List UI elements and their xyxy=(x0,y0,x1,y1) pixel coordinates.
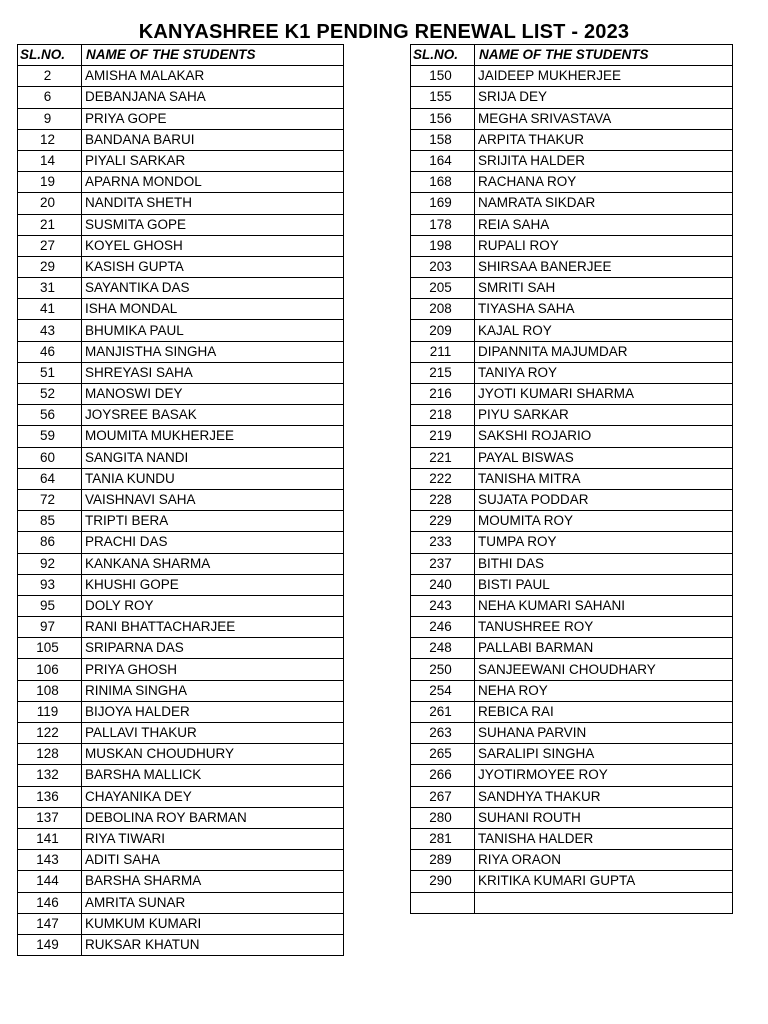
sl-no-cell: 46 xyxy=(18,341,82,362)
sl-no-cell: 216 xyxy=(411,384,475,405)
column-header-name: NAME OF THE STUDENTS xyxy=(475,45,733,66)
table-row xyxy=(18,892,344,913)
sl-no-cell: 243 xyxy=(411,595,475,616)
student-name-cell: TANUSHREE ROY xyxy=(475,617,733,638)
table-body xyxy=(18,66,344,956)
table-row xyxy=(18,511,344,532)
table-row xyxy=(18,193,344,214)
student-name-cell: DEBANJANA SAHA xyxy=(82,87,344,108)
sl-no-cell: 168 xyxy=(411,172,475,193)
student-name-cell: MOUMITA ROY xyxy=(475,511,733,532)
table-row xyxy=(411,108,733,129)
student-name-cell: TANISHA HALDER xyxy=(475,828,733,849)
student-name-cell: RANI BHATTACHARJEE xyxy=(82,617,344,638)
student-name-cell: KUMKUM KUMARI xyxy=(82,913,344,934)
student-name-cell: SANJEEWANI CHOUDHARY xyxy=(475,659,733,680)
student-name-cell: SUHANI ROUTH xyxy=(475,807,733,828)
student-name-cell: DEBOLINA ROY BARMAN xyxy=(82,807,344,828)
table-row xyxy=(411,129,733,150)
table-row xyxy=(18,87,344,108)
sl-no-cell: 229 xyxy=(411,511,475,532)
student-name-cell: SAKSHI ROJARIO xyxy=(475,426,733,447)
table-row xyxy=(18,807,344,828)
student-name-cell: ISHA MONDAL xyxy=(82,299,344,320)
student-name-cell: KAJAL ROY xyxy=(475,320,733,341)
student-name-cell: REIA SAHA xyxy=(475,214,733,235)
sl-no-cell: 20 xyxy=(18,193,82,214)
student-name-cell: MEGHA SRIVASTAVA xyxy=(475,108,733,129)
table-row xyxy=(18,701,344,722)
sl-no-cell: 149 xyxy=(18,934,82,955)
table-row xyxy=(411,362,733,383)
sl-no-cell: 228 xyxy=(411,489,475,510)
sl-no-cell: 267 xyxy=(411,786,475,807)
table-row xyxy=(411,87,733,108)
table-row xyxy=(411,659,733,680)
sl-no-cell: 9 xyxy=(18,108,82,129)
sl-no-cell: 2 xyxy=(18,66,82,87)
table-row xyxy=(18,828,344,849)
student-name-cell: ARPITA THAKUR xyxy=(475,129,733,150)
student-name-cell: BHUMIKA PAUL xyxy=(82,320,344,341)
sl-no-cell: 263 xyxy=(411,723,475,744)
student-name-cell: SHREYASI SAHA xyxy=(82,362,344,383)
table-row xyxy=(18,595,344,616)
table-row xyxy=(18,108,344,129)
sl-no-cell: 41 xyxy=(18,299,82,320)
table-row xyxy=(18,617,344,638)
table-row xyxy=(411,807,733,828)
student-name-cell: PALLABI BARMAN xyxy=(475,638,733,659)
student-name-cell: PIYU SARKAR xyxy=(475,405,733,426)
sl-no-cell: 85 xyxy=(18,511,82,532)
table-row xyxy=(411,193,733,214)
student-name-cell: JOYSREE BASAK xyxy=(82,405,344,426)
sl-no-cell: 59 xyxy=(18,426,82,447)
table-row xyxy=(411,256,733,277)
table-row xyxy=(411,426,733,447)
table-row xyxy=(411,447,733,468)
sl-no-cell: 43 xyxy=(18,320,82,341)
table-row xyxy=(18,447,344,468)
student-name-cell: CHAYANIKA DEY xyxy=(82,786,344,807)
student-name-cell: TANIA KUNDU xyxy=(82,468,344,489)
sl-no-cell: 146 xyxy=(18,892,82,913)
student-name-cell xyxy=(475,892,733,913)
table-row xyxy=(411,172,733,193)
table-row xyxy=(411,489,733,510)
student-name-cell: PRACHI DAS xyxy=(82,532,344,553)
sl-no-cell: 141 xyxy=(18,828,82,849)
table-row xyxy=(411,299,733,320)
table-row xyxy=(18,553,344,574)
student-name-cell: RIYA ORAON xyxy=(475,850,733,871)
table-row xyxy=(18,850,344,871)
student-name-cell: SMRITI SAH xyxy=(475,278,733,299)
student-name-cell: AMRITA SUNAR xyxy=(82,892,344,913)
student-name-cell: SANDHYA THAKUR xyxy=(475,786,733,807)
sl-no-cell: 169 xyxy=(411,193,475,214)
student-name-cell: SRIJITA HALDER xyxy=(475,150,733,171)
student-name-cell: NANDITA SHETH xyxy=(82,193,344,214)
student-name-cell: JAIDEEP MUKHERJEE xyxy=(475,66,733,87)
student-name-cell: APARNA MONDOL xyxy=(82,172,344,193)
table-row xyxy=(411,744,733,765)
sl-no-cell: 12 xyxy=(18,129,82,150)
sl-no-cell: 205 xyxy=(411,278,475,299)
student-name-cell: MUSKAN CHOUDHURY xyxy=(82,744,344,765)
table-row xyxy=(18,256,344,277)
sl-no-cell: 137 xyxy=(18,807,82,828)
student-name-cell: KASISH GUPTA xyxy=(82,256,344,277)
table-row xyxy=(18,320,344,341)
sl-no-cell: 254 xyxy=(411,680,475,701)
sl-no-cell: 178 xyxy=(411,214,475,235)
student-name-cell: KOYEL GHOSH xyxy=(82,235,344,256)
student-name-cell: BARSHA SHARMA xyxy=(82,871,344,892)
sl-no-cell: 208 xyxy=(411,299,475,320)
sl-no-cell xyxy=(411,892,475,913)
table-row xyxy=(411,66,733,87)
sl-no-cell: 86 xyxy=(18,532,82,553)
table-row xyxy=(18,659,344,680)
sl-no-cell: 218 xyxy=(411,405,475,426)
student-name-cell: PRIYA GOPE xyxy=(82,108,344,129)
table-row xyxy=(411,595,733,616)
sl-no-cell: 211 xyxy=(411,341,475,362)
table-row xyxy=(411,723,733,744)
student-name-cell: KHUSHI GOPE xyxy=(82,574,344,595)
student-name-cell: MANJISTHA SINGHA xyxy=(82,341,344,362)
table-row xyxy=(18,913,344,934)
sl-no-cell: 248 xyxy=(411,638,475,659)
table-row xyxy=(411,468,733,489)
sl-no-cell: 237 xyxy=(411,553,475,574)
student-name-cell: JYOTI KUMARI SHARMA xyxy=(475,384,733,405)
sl-no-cell: 51 xyxy=(18,362,82,383)
table-row xyxy=(411,638,733,659)
student-name-cell: REBICA RAI xyxy=(475,701,733,722)
table-row xyxy=(18,638,344,659)
column-header-name: NAME OF THE STUDENTS xyxy=(82,45,344,66)
table-row xyxy=(411,150,733,171)
table-row xyxy=(411,235,733,256)
table-row xyxy=(18,66,344,87)
table-row xyxy=(18,172,344,193)
sl-no-cell: 106 xyxy=(18,659,82,680)
sl-no-cell: 119 xyxy=(18,701,82,722)
student-name-cell: SRIPARNA DAS xyxy=(82,638,344,659)
table-row xyxy=(411,617,733,638)
sl-no-cell: 105 xyxy=(18,638,82,659)
student-name-cell: KANKANA SHARMA xyxy=(82,553,344,574)
sl-no-cell: 95 xyxy=(18,595,82,616)
sl-no-cell: 122 xyxy=(18,723,82,744)
student-name-cell: MOUMITA MUKHERJEE xyxy=(82,426,344,447)
table-row xyxy=(411,574,733,595)
student-name-cell: BITHI DAS xyxy=(475,553,733,574)
sl-no-cell: 215 xyxy=(411,362,475,383)
sl-no-cell: 143 xyxy=(18,850,82,871)
table-row xyxy=(411,214,733,235)
sl-no-cell: 233 xyxy=(411,532,475,553)
sl-no-cell: 6 xyxy=(18,87,82,108)
table-row xyxy=(18,235,344,256)
sl-no-cell: 156 xyxy=(411,108,475,129)
sl-no-cell: 261 xyxy=(411,701,475,722)
table-row xyxy=(18,765,344,786)
student-name-cell: BARSHA MALLICK xyxy=(82,765,344,786)
page-title: KANYASHREE K1 PENDING RENEWAL LIST - 2023 xyxy=(138,21,630,43)
sl-no-cell: 52 xyxy=(18,384,82,405)
table-body xyxy=(411,66,733,914)
student-name-cell: SUHANA PARVIN xyxy=(475,723,733,744)
student-name-cell: SARALIPI SINGHA xyxy=(475,744,733,765)
sl-no-cell: 147 xyxy=(18,913,82,934)
table-row xyxy=(411,828,733,849)
student-name-cell: VAISHNAVI SAHA xyxy=(82,489,344,510)
sl-no-cell: 108 xyxy=(18,680,82,701)
table-row xyxy=(411,850,733,871)
table-row xyxy=(411,532,733,553)
table-row xyxy=(18,532,344,553)
table-row xyxy=(411,341,733,362)
student-name-cell: KRITIKA KUMARI GUPTA xyxy=(475,871,733,892)
sl-no-cell: 64 xyxy=(18,468,82,489)
table-row xyxy=(18,574,344,595)
table-header-row xyxy=(411,45,733,66)
table-row xyxy=(411,786,733,807)
student-name-cell: BISTI PAUL xyxy=(475,574,733,595)
student-name-cell: PIYALI SARKAR xyxy=(82,150,344,171)
column-header-sl-no: SL.NO. xyxy=(18,45,82,66)
sl-no-cell: 155 xyxy=(411,87,475,108)
student-name-cell: RUPALI ROY xyxy=(475,235,733,256)
sl-no-cell: 281 xyxy=(411,828,475,849)
student-name-cell: PAYAL BISWAS xyxy=(475,447,733,468)
student-name-cell: TANISHA MITRA xyxy=(475,468,733,489)
table-row xyxy=(411,405,733,426)
sl-no-cell: 97 xyxy=(18,617,82,638)
table-row xyxy=(18,150,344,171)
table-row xyxy=(18,489,344,510)
sl-no-cell: 222 xyxy=(411,468,475,489)
table-row xyxy=(18,299,344,320)
sl-no-cell: 132 xyxy=(18,765,82,786)
table-row xyxy=(18,341,344,362)
table-row xyxy=(18,723,344,744)
student-name-cell: DOLY ROY xyxy=(82,595,344,616)
sl-no-cell: 60 xyxy=(18,447,82,468)
sl-no-cell: 21 xyxy=(18,214,82,235)
table-row xyxy=(411,892,733,913)
table-row xyxy=(18,384,344,405)
sl-no-cell: 240 xyxy=(411,574,475,595)
table-row xyxy=(18,680,344,701)
table-row xyxy=(18,934,344,955)
sl-no-cell: 219 xyxy=(411,426,475,447)
sl-no-cell: 198 xyxy=(411,235,475,256)
table-row xyxy=(411,320,733,341)
student-name-cell: SRIJA DEY xyxy=(475,87,733,108)
sl-no-cell: 29 xyxy=(18,256,82,277)
student-name-cell: AMISHA MALAKAR xyxy=(82,66,344,87)
student-name-cell: RIYA TIWARI xyxy=(82,828,344,849)
student-name-cell: NAMRATA SIKDAR xyxy=(475,193,733,214)
table-row xyxy=(18,871,344,892)
table-row xyxy=(411,871,733,892)
table-row xyxy=(18,468,344,489)
sl-no-cell: 203 xyxy=(411,256,475,277)
student-name-cell: RACHANA ROY xyxy=(475,172,733,193)
table-row xyxy=(18,426,344,447)
student-name-cell: ADITI SAHA xyxy=(82,850,344,871)
student-name-cell: SANGITA NANDI xyxy=(82,447,344,468)
sl-no-cell: 265 xyxy=(411,744,475,765)
student-name-cell: PALLAVI THAKUR xyxy=(82,723,344,744)
sl-no-cell: 93 xyxy=(18,574,82,595)
student-name-cell: BANDANA BARUI xyxy=(82,129,344,150)
sl-no-cell: 209 xyxy=(411,320,475,341)
sl-no-cell: 150 xyxy=(411,66,475,87)
sl-no-cell: 158 xyxy=(411,129,475,150)
sl-no-cell: 31 xyxy=(18,278,82,299)
table-row xyxy=(411,701,733,722)
student-name-cell: BIJOYA HALDER xyxy=(82,701,344,722)
table-row xyxy=(411,384,733,405)
table-row xyxy=(411,553,733,574)
student-name-cell: RINIMA SINGHA xyxy=(82,680,344,701)
student-name-cell: TIYASHA SAHA xyxy=(475,299,733,320)
table-row xyxy=(411,511,733,532)
student-name-cell: TUMPA ROY xyxy=(475,532,733,553)
sl-no-cell: 128 xyxy=(18,744,82,765)
sl-no-cell: 136 xyxy=(18,786,82,807)
sl-no-cell: 72 xyxy=(18,489,82,510)
student-name-cell: TANIYA ROY xyxy=(475,362,733,383)
table-row xyxy=(411,765,733,786)
table-row xyxy=(18,278,344,299)
sl-no-cell: 92 xyxy=(18,553,82,574)
sl-no-cell: 221 xyxy=(411,447,475,468)
column-header-sl-no: SL.NO. xyxy=(411,45,475,66)
sl-no-cell: 250 xyxy=(411,659,475,680)
sl-no-cell: 19 xyxy=(18,172,82,193)
sl-no-cell: 289 xyxy=(411,850,475,871)
student-name-cell: SAYANTIKA DAS xyxy=(82,278,344,299)
student-name-cell: MANOSWI DEY xyxy=(82,384,344,405)
sl-no-cell: 14 xyxy=(18,150,82,171)
students-table-right xyxy=(410,44,733,914)
sl-no-cell: 27 xyxy=(18,235,82,256)
table-row xyxy=(18,129,344,150)
sl-no-cell: 280 xyxy=(411,807,475,828)
table-header-row xyxy=(18,45,344,66)
student-name-cell: SUJATA PODDAR xyxy=(475,489,733,510)
table-row xyxy=(18,214,344,235)
student-name-cell: DIPANNITA MAJUMDAR xyxy=(475,341,733,362)
table-row xyxy=(411,278,733,299)
student-name-cell: TRIPTI BERA xyxy=(82,511,344,532)
sl-no-cell: 144 xyxy=(18,871,82,892)
student-name-cell: SHIRSAA BANERJEE xyxy=(475,256,733,277)
student-name-cell: SUSMITA GOPE xyxy=(82,214,344,235)
student-name-cell: NEHA ROY xyxy=(475,680,733,701)
table-row xyxy=(18,786,344,807)
sl-no-cell: 266 xyxy=(411,765,475,786)
table-row xyxy=(18,405,344,426)
table-row xyxy=(411,680,733,701)
students-table-left xyxy=(17,44,344,956)
sl-no-cell: 246 xyxy=(411,617,475,638)
sl-no-cell: 56 xyxy=(18,405,82,426)
student-name-cell: PRIYA GHOSH xyxy=(82,659,344,680)
student-name-cell: NEHA KUMARI SAHANI xyxy=(475,595,733,616)
table-row xyxy=(18,744,344,765)
student-name-cell: JYOTIRMOYEE ROY xyxy=(475,765,733,786)
table-row xyxy=(18,362,344,383)
student-name-cell: RUKSAR KHATUN xyxy=(82,934,344,955)
sl-no-cell: 290 xyxy=(411,871,475,892)
sl-no-cell: 164 xyxy=(411,150,475,171)
